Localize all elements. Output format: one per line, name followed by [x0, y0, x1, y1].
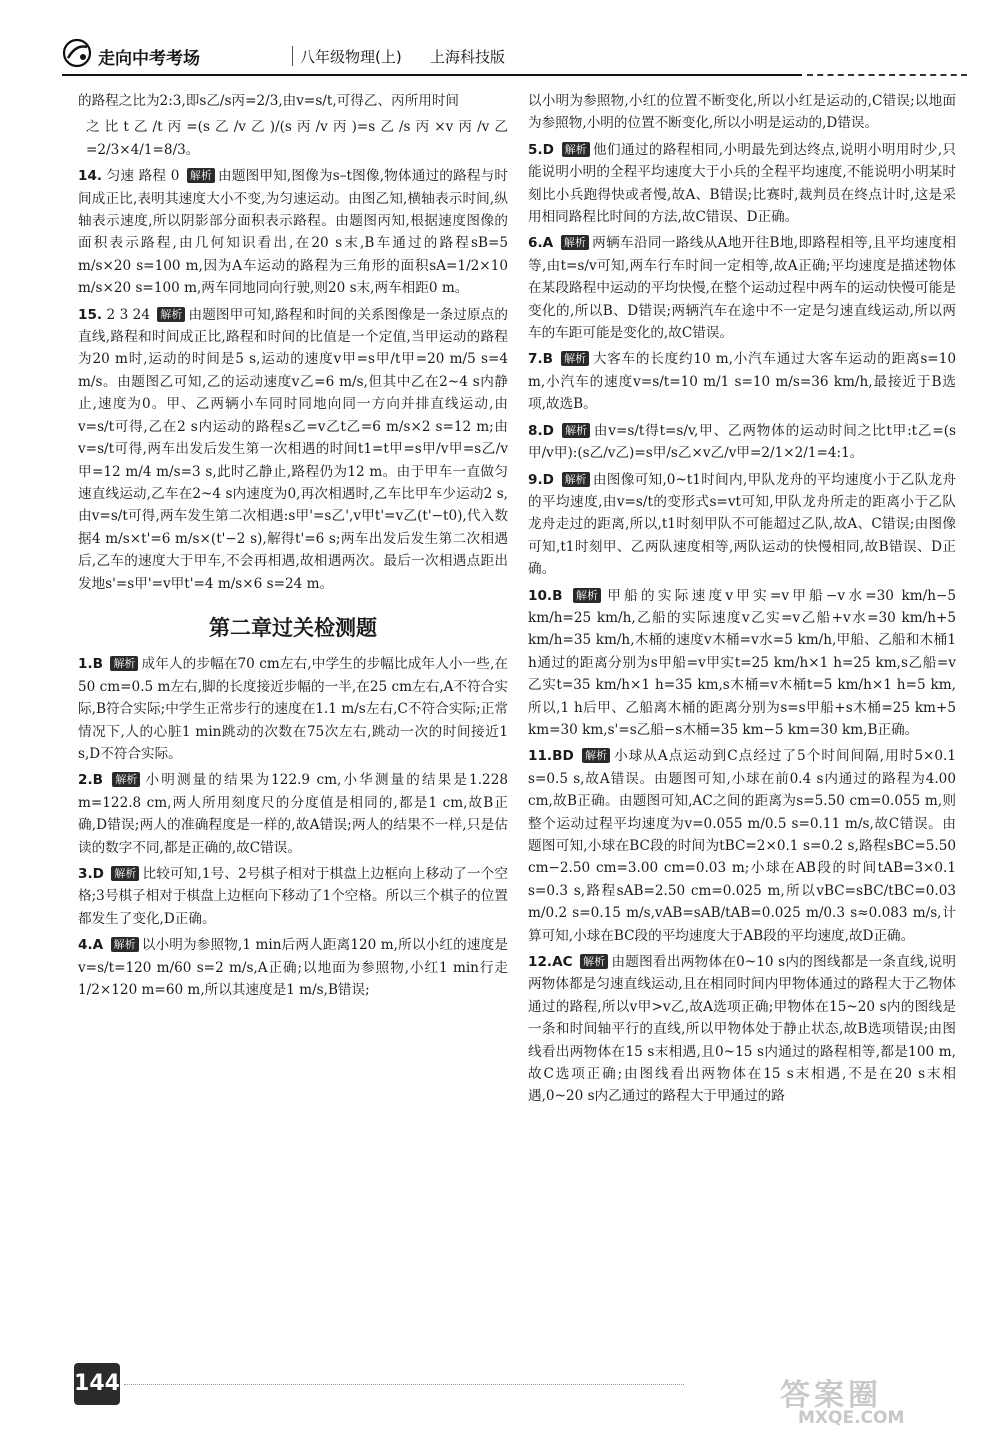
- analysis-tag: 解析: [580, 954, 608, 969]
- answer-1: 1.B 解析 成年人的步幅在70 cm左右,中学生的步幅比成年人小一些,在50 cm=0.5 m左右,脚的长度接近步幅的一半,在25 cm左右,A不符合实际,B符合实际;中学生正常步行的速度在1.1 m/s左右,C不符合实际;正常情况下,人的心脏1 min跳动的次数在75次左右,跳动一次的时间接近1 s,D不符合实际。: [78, 656, 509, 762]
- answer-13-continued: 的路程之比为2:3,即s乙/s丙=2/3,由v=s/t,可得乙、丙所用时间 之比t乙/t丙=(s乙/v乙)/(s丙/v丙)=s乙/s丙×v丙/v乙=2/3×4/1=8/3。: [78, 93, 508, 158]
- page-header: [62, 34, 962, 80]
- analysis-tag: 解析: [582, 748, 610, 763]
- analysis-tag: 解析: [111, 866, 139, 881]
- watermark-url: MXQE.COM: [798, 1408, 905, 1428]
- analysis-tag: 解析: [562, 423, 590, 438]
- subject-label: 八年级物理(上): [300, 48, 402, 66]
- watermark: [780, 1370, 980, 1430]
- analysis-tag: 解析: [561, 235, 589, 250]
- header-rule-dashed: [807, 74, 967, 78]
- answer-9: 9.D 解析 由图像可知,0~t1时间内,甲队龙舟的平均速度小于乙队龙舟的平均速度,由v=s/t的变形式s=vt可知,甲队龙舟所走的距离小于乙队龙舟走过的距离,所以,t1时刻甲队不可能超过乙队,故A、C错误;由图像可知,t1时刻甲、乙两队速度相等,两队运动的快慢相同,故B错误、D正确。: [528, 471, 956, 578]
- series-logo-icon: [62, 38, 92, 68]
- section-title: 第二章过关检测题: [209, 615, 377, 640]
- analysis-tag: 解析: [573, 588, 601, 603]
- answer-12: 12.AC 解析 由题图看出两物体在0~10 s内的图线都是一条直线,说明两物体都是匀速直线运动,且在相同时间内甲物体通过的路程大于乙物体通过的路程,所以v甲>v乙,故A选项正确;甲物体在15~20 s内的图线是一条和时间轴平行的直线,所以甲物体处于静止状态,故B选项错误;由图线看出两物体在15 s末相遇,且0~15 s内通过的路程相等,都是100 m,故C选项正确;由图线看出两物体在15 s末相遇,不是在20 s末相遇,0~20 s内乙通过的路程大于甲通过的路: [528, 954, 956, 1105]
- answer-7: 7.B 解析 大客车的长度约10 m,小汽车通过大客车运动的距离s=10 m,小汽车的速度v=s/t=10 m/1 s=10 m/s=36 km/h,最接近于B选项,故选B。: [528, 351, 956, 413]
- analysis-tag: 解析: [110, 656, 138, 671]
- answer-3: 3.D 解析 比较可知,1号、2号棋子相对于棋盘上边框向上移动了一个空格;3号棋子相对于棋盘上边框向下移动了1个空格。所以三个棋子的位置都发生了变化,D正确。: [78, 866, 508, 927]
- analysis-tag: 解析: [562, 472, 590, 487]
- answer-8: 8.D 解析 由v=s/t得t=s/v,甲、乙两物体的运动时间之比t甲:t乙=(s甲/v甲):(s乙/v乙)=s甲/s乙×v乙/v甲=2/1×2/1=4:1。: [528, 422, 956, 462]
- answer-4-continued: 以小明为参照物,小红的位置不断变化,所以小红是运动的,C错误;以地面为参照物,小明的位置不断变化,所以小明是运动的,D错误。: [528, 93, 956, 132]
- answer-6: 6.A 解析 两辆车沿同一路线从A地开往B地,即路程相等,且平均速度相等,由t=s/v可知,两车行车时间一定相等,故A正确;平均速度是描述物体在某段路程中运动的平均快慢,在整个运动过程中两车的运动快慢可能是变化的,所以B、D错误;两辆汽车在途中不一定是匀速直线运动,所以两车的车距可能是变化的,故C错误。: [528, 235, 956, 342]
- answer-14: 14. 匀速 路程 0 解析 由题图甲知,图像为s–t图像,物体通过的路程与时间成正比,表明其速度大小不变,为匀速运动。由图乙知,横轴表示时间,纵轴表示速度,所以阴影部分面积表示路程。由题图丙知,根据速度图像的面积表示路程,由几何知识看出,在20 s末,B车通过的路程sB=5 m/s×20 s=100 m,因为A车运动的路程为三角形的面积sA=1/2×10 m/s×20 s=100 m,两车同地同向行驶,则20 s末,两车相距0 m。: [78, 168, 508, 297]
- publisher-label: 上海科技版: [430, 48, 506, 66]
- analysis-tag: 解析: [157, 307, 185, 322]
- answer-11: 11.BD 解析 小球从A点运动到C点经过了5个时间间隔,用时5×0.1 s=0.5 s,故A错误。由题图可知,小球在前0.4 s内通过的路程为4.00 cm,故B正确。由题图可知,AC之间的距离为s=5.50 cm=0.055 m,则整个运动过程平均速度为v=0.055 m/0.5 s=0.11 m/s,故C错误。由题图可知,小球在BC段的时间为tBC=2×0.1 s=0.2 s,路程sBC=5.50 cm−2.50 cm=3.00 cm=0.03 m;小球在AB段的时间tAB=3×0.1 s=0.3 s,路程sAB=2.50 cm=0.025 m,所以vBC=sBC/tBC=0.03 m/0.2 s=0.15 m/s,vAB=sAB/tAB=0.025 m/0.3 s≈0.083 m/s,计算可知,小球在BC段的平均速度大于AB段的平均速度,故D正确。: [528, 748, 956, 944]
- answer-4: 4.A 解析 以小明为参照物,1 min后两人距离120 m,所以小红的速度是v=s/t=120 m/60 s=2 m/s,A正确;以地面为参照物,小红1 min行走1/2×120 m=60 m,所以其速度是1 m/s,B错误;: [78, 937, 508, 999]
- answer-10: 10.B 解析 甲船的实际速度v甲实=v甲船−v水=30 km/h−5 km/h=25 km/h,乙船的实际速度v乙实=v乙船+v水=30 km/h+5 km/h=35 km/h,木桶的速度v木桶=v水=5 km/h,甲船、乙船和木桶1 h通过的距离分别为s甲船=v甲实t=25 km/h×1 h=25 km,s乙船=v乙实t=35 km/h×1 h=35 km,s木桶=v木桶t=5 km/h×1 h=5 km,所以,1 h后甲、乙船离木桶的距离分别为s=s甲船+s木桶=25 km+5 km=30 km,s'=s乙船−s木桶=35 km−5 km=30 km,B正确。: [528, 587, 957, 738]
- header-rule: [62, 74, 802, 76]
- page-number: 144: [74, 1363, 120, 1405]
- analysis-tag: 解析: [187, 168, 215, 183]
- analysis-tag: 解析: [111, 937, 139, 952]
- answer-2: 2.B 解析 小明测量的结果为122.9 cm,小华测量的结果是1.228 m=122.8 cm,两人所用刻度尺的分度值是相同的,都是1 cm,故B正确,D错误;两人的准确程度是一样的,故A错误;两人的结果不一样,只是估读的数字不同,都是正确的,故C错误。: [78, 772, 508, 856]
- answer-5: 5.D 解析 他们通过的路程相同,小明最先到达终点,说明小明用时少,只能说明小明的全程平均速度大于小兵的全程平均速度,不能说明小明某时刻比小兵跑得快或者慢,故A、B错误;比赛时,裁判员在终点计时,这是采用相同路程比时间的方法,故C错误、D正确。: [528, 141, 956, 226]
- analysis-tag: 解析: [112, 772, 140, 787]
- analysis-tag: 解析: [561, 351, 589, 366]
- series-title: 走向中考考场: [98, 49, 200, 69]
- analysis-tag: 解析: [562, 142, 590, 157]
- watermark-title: 答案圈: [780, 1378, 882, 1413]
- footer-rule: [124, 1384, 684, 1385]
- header-divider: [292, 46, 293, 66]
- left-column: [78, 90, 508, 1005]
- right-column: [528, 90, 956, 1112]
- answer-15: 15. 2 3 24 解析 由题图甲可知,路程和时间的关系图像是一条过原点的直线,路程和时间成正比,路程和时间的比值是一个定值,当甲运动的路程为20 m时,运动的时间是5 s,运动的速度v甲=s甲/t甲=20 m/5 s=4 m/s。由题图乙可知,乙的运动速度v乙=6 m/s,但其中乙在2~4 s内静止,速度为0。甲、乙两辆小车同时同地向同一方向并排直线运动,由v=s/t可得,乙在2 s内运动的路程s乙=v乙t乙=6 m/s×2 s=12 m;由v=s/t可得,两车出发后发生第一次相遇的时间t1=t甲=s甲/v甲=s乙/v甲=12 m/4 m/s=3 s,此时乙静止,路程仍为12 m。由于甲车一直做匀速直线运动,乙车在2~4 s内速度为0,再次相遇时,乙车比甲车少运动2 s,由v=s/t可得,两车发生第二次相遇:s甲'=s乙',v甲t'=v乙(t'−t0),代入数据4 m/s×t'=6 m/s×(t'−2 s),解得t'=6 s;两车出发后发生第二次相遇后,乙车的速度大于甲车,不会再相遇,故相遇两次。最后一次相遇点距出发地s'=s甲'=v甲t'=4 m/s×6 s=24 m。: [78, 306, 508, 592]
